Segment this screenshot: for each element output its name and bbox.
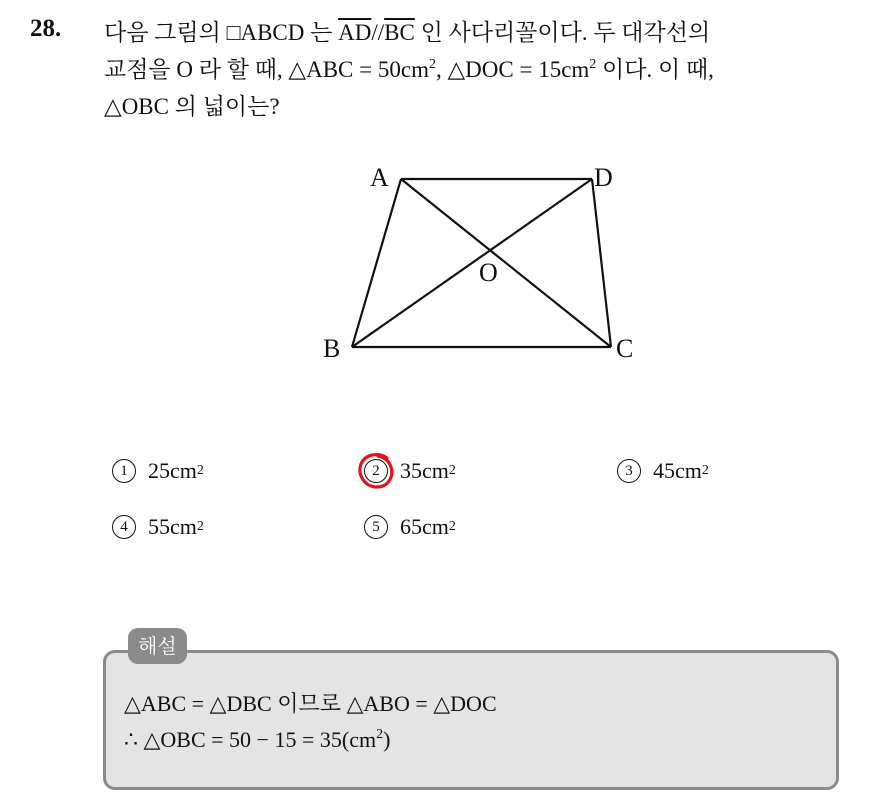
label-c: C	[616, 334, 634, 363]
solution-line-2	[124, 727, 390, 753]
question-text-part: 교점을 O 라 할 때, △ABC = 50cm	[104, 57, 429, 82]
choice-number-1: 1	[112, 459, 136, 483]
choice-value: 35cm	[400, 458, 449, 483]
label-o: O	[479, 258, 498, 287]
parallel-symbol: //	[371, 20, 385, 45]
question-number: 28.	[30, 15, 62, 42]
solution-box	[103, 650, 839, 790]
question-text-part: 다음 그림의 □ABCD 는	[104, 20, 339, 45]
trapezoid-figure	[300, 150, 660, 380]
choice-value: 55cm	[148, 514, 197, 539]
choice-5[interactable]: 5 65cm 2	[364, 514, 456, 540]
question-text-part: , △DOC = 15cm	[435, 57, 590, 82]
choice-number-2	[364, 459, 388, 483]
segment-ad: $\overline{AD}$	[338, 20, 372, 45]
label-d: D	[594, 163, 613, 192]
question-line-1	[104, 14, 864, 51]
solution-line-1: △ABC = △DBC 이므로 △ABO = △DOC	[124, 691, 497, 716]
superscript: 2	[376, 727, 384, 742]
diagonal-ac	[401, 179, 611, 347]
question-line-3: △OBC 의 넓이는?	[104, 94, 280, 119]
choice-number-4: 4	[112, 515, 136, 539]
label-b: B	[323, 334, 341, 363]
solution-tag: 해설	[128, 628, 187, 664]
choice-number-text: 2	[372, 463, 380, 479]
superscript: 2	[428, 57, 436, 72]
question-text-part: 인 사다리꼴이다. 두 대각선의	[414, 20, 711, 45]
trapezoid-diagram	[300, 150, 660, 380]
side-dc	[592, 179, 611, 347]
choice-1[interactable]: 1 25cm 2	[112, 458, 204, 484]
diagonal-bd	[352, 179, 592, 347]
choice-number-3: 3	[617, 459, 641, 483]
choice-value: 25cm	[148, 458, 197, 483]
question-line-2	[104, 51, 864, 88]
segment-bc: $\overline{BC}$	[384, 20, 415, 45]
choice-4[interactable]: 4 55cm 2	[112, 514, 204, 540]
question-text	[104, 14, 864, 125]
side-ab	[352, 179, 401, 347]
choice-3[interactable]: 3 45cm 2	[617, 458, 709, 484]
answer-mark-circle	[357, 451, 395, 491]
solution-line-2-end: )	[383, 727, 391, 752]
superscript: 2	[589, 57, 597, 72]
choice-2[interactable]: 2 35cm 2	[364, 458, 456, 484]
label-a: A	[370, 163, 389, 192]
choice-value: 65cm	[400, 514, 449, 539]
question-text-part: 이다. 이 때,	[596, 57, 714, 82]
choice-number-5: 5	[364, 515, 388, 539]
choice-value: 45cm	[653, 458, 702, 483]
solution-line-2-text: ∴ △OBC = 50 − 15 = 35(cm	[124, 727, 377, 752]
